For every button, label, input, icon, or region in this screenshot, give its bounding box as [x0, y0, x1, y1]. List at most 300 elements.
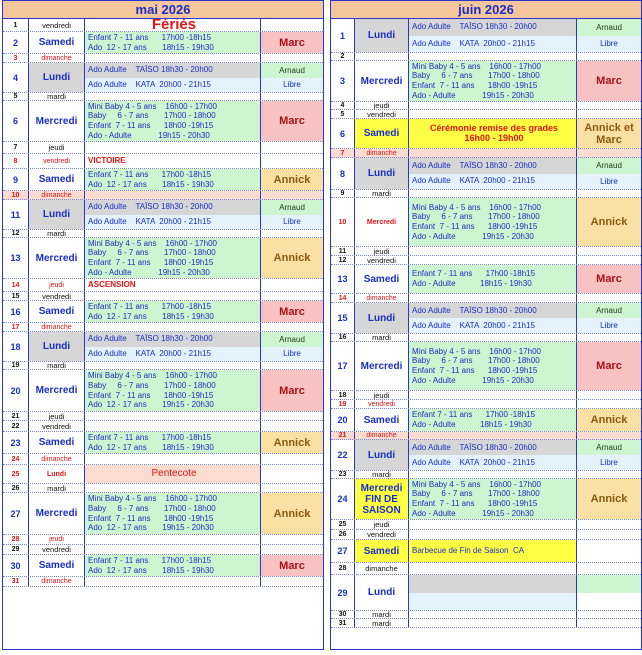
- day-row: [3, 154, 323, 169]
- day-rows: [331, 19, 641, 628]
- instructor-cell: [261, 432, 323, 453]
- instructor-cell: [261, 577, 323, 586]
- activity-cell: [85, 19, 261, 31]
- day-row: [3, 332, 323, 362]
- instructor-cell: [261, 412, 323, 420]
- activity-line: VICTOIRE: [88, 156, 126, 166]
- day-name: dimanche: [29, 191, 85, 199]
- day-name: mardi: [355, 611, 409, 618]
- activity-line: Ado - Adulte 19h15 - 20h30: [412, 375, 534, 385]
- day-row: [3, 454, 323, 465]
- activity-line: Baby 6 - 7 ans 17h00 - 18h00: [412, 489, 540, 499]
- day-row: [3, 191, 323, 200]
- activity-line: Mini Baby 4 - 5 ans 16h00 - 17h00: [88, 371, 217, 381]
- day-row: [3, 484, 323, 493]
- instructor-cell: [261, 332, 323, 361]
- instructor-cell: [577, 110, 641, 118]
- day-number: 19: [331, 400, 355, 408]
- activity-line: Baby 6 - 7 ans 17h00 - 18h00: [412, 71, 540, 81]
- activity-cell: [409, 294, 577, 302]
- month-title: mai 2026: [3, 1, 323, 19]
- day-number: 24: [3, 454, 29, 464]
- day-row: [331, 190, 641, 198]
- day-name: Mercredi: [29, 238, 85, 278]
- day-row: [3, 577, 323, 587]
- day-name: Samedi: [29, 301, 85, 322]
- instructor-cell: [261, 484, 323, 492]
- instructor-cell: [261, 142, 323, 153]
- calendar-may: [2, 0, 324, 650]
- activity-line: [409, 593, 576, 611]
- activity-line: Mini Baby 4 - 5 ans 16h00 - 17h00: [412, 479, 541, 489]
- instructor-name: Marc: [596, 75, 622, 87]
- day-number: 11: [331, 247, 355, 255]
- instructor-name: [577, 593, 641, 611]
- activity-cell: [85, 332, 261, 361]
- activity-line: Enfant 7 - 11 ans 17h00 -18h15: [88, 169, 212, 179]
- day-number: 20: [3, 370, 29, 411]
- activity-line: Ado - Adulte 19h15 - 20h30: [88, 130, 210, 140]
- activity-cell: [409, 563, 577, 574]
- day-name: Mercredi: [355, 198, 409, 246]
- activity-cell: [85, 238, 261, 278]
- day-name: Lundi: [355, 19, 409, 52]
- day-name: vendredi: [29, 19, 85, 31]
- instructor-cell: [261, 19, 323, 31]
- instructor-name: Marc: [279, 115, 305, 127]
- day-row: [331, 479, 641, 520]
- instructor-name: Annick: [590, 216, 628, 228]
- instructor-split: [577, 158, 641, 189]
- day-number: 26: [3, 484, 29, 492]
- day-name: vendredi: [355, 400, 409, 408]
- activity-cell: [409, 102, 577, 109]
- activity-cell: [409, 334, 577, 341]
- day-number: 28: [331, 563, 355, 574]
- day-rows: [3, 19, 323, 587]
- day-name: jeudi: [29, 535, 85, 544]
- instructor-name: Marc: [279, 305, 305, 318]
- day-name: Samedi: [355, 540, 409, 562]
- day-row: [331, 342, 641, 391]
- activity-line: Ado Adulte KATA 20h00 - 21h15: [409, 318, 576, 333]
- day-row: [331, 247, 641, 256]
- instructor-name: Libre: [577, 455, 641, 470]
- activity-cell: [85, 535, 261, 544]
- instructor-cell: [577, 334, 641, 341]
- day-row: [331, 409, 641, 432]
- instructor-name: Arnaud: [577, 19, 641, 36]
- activity-line: Enfant 7 - 11 ans 17h00 -18h15: [88, 32, 212, 42]
- day-name: mardi: [29, 484, 85, 492]
- day-name: jeudi: [355, 391, 409, 399]
- day-row: [3, 101, 323, 142]
- activity-line: Ado 12 - 17 ans 18h15 - 19h30: [88, 42, 214, 52]
- instructor-split: [261, 200, 323, 229]
- day-name: dimanche: [29, 577, 85, 586]
- activity-line: Ado - Adulte 19h15 - 20h30: [412, 90, 534, 100]
- activity-cell: [85, 484, 261, 492]
- activity-line: Ado Adulte TAÏSO 18h30 - 20h00: [409, 440, 576, 455]
- activity-line: Ado 12 - 17 ans 18h15 - 19h30: [88, 311, 214, 321]
- day-number: 27: [331, 540, 355, 562]
- activity-cell: [409, 265, 577, 293]
- instructor-cell: [577, 119, 641, 148]
- activity-cell: [85, 465, 261, 483]
- instructor-cell: [577, 190, 641, 197]
- activity-line: Ado Adulte KATA 20h00 - 21h15: [409, 36, 576, 53]
- day-number: 18: [3, 332, 29, 361]
- day-number: 21: [3, 412, 29, 420]
- activity-line: Enfant 7 - 11 ans 17h00 -18h15: [412, 410, 536, 420]
- activity-cell: [85, 93, 261, 100]
- day-number: 20: [331, 409, 355, 431]
- activity-cell: [85, 301, 261, 322]
- instructor-name: Marc: [279, 559, 305, 572]
- instructor-cell: [577, 471, 641, 478]
- instructor-cell: [577, 520, 641, 529]
- day-number: 8: [331, 158, 355, 189]
- day-number: 9: [3, 169, 29, 190]
- instructor-name: Annick et Marc: [584, 121, 634, 146]
- day-name: Lundi: [355, 440, 409, 470]
- day-name: Mercredi FIN DE SAISON: [355, 479, 409, 519]
- activity-cell: [409, 611, 577, 618]
- activity-line: Ado Adulte KATA 20h00 - 21h15: [85, 78, 260, 93]
- instructor-cell: [577, 563, 641, 574]
- day-row: [3, 54, 323, 63]
- day-name: vendredi: [29, 154, 85, 168]
- activity-cell: [409, 119, 577, 148]
- activity-cell: [409, 540, 577, 562]
- day-row: [331, 53, 641, 61]
- day-number: 19: [3, 362, 29, 369]
- instructor-cell: [577, 102, 641, 109]
- activity-cell: [409, 256, 577, 264]
- day-name: dimanche: [29, 54, 85, 62]
- instructor-cell: [577, 303, 641, 333]
- instructor-split: [577, 303, 641, 333]
- instructor-cell: [577, 530, 641, 539]
- day-row: [331, 19, 641, 53]
- day-row: [3, 32, 323, 54]
- day-number: 17: [3, 323, 29, 331]
- activity-cell: [85, 200, 261, 229]
- activity-cell: [85, 191, 261, 199]
- day-number: 23: [331, 471, 355, 478]
- day-number: 16: [331, 334, 355, 341]
- day-row: [3, 421, 323, 432]
- activity-line: Enfant 7 - 11 ans 17h00 -18h15: [88, 432, 212, 442]
- instructor-name: Libre: [577, 318, 641, 333]
- day-row: [3, 323, 323, 332]
- activity-line: Ado Adulte KATA 20h00 - 21h15: [409, 455, 576, 470]
- activity-line: Barbecue de Fin de Saison CA: [412, 546, 525, 556]
- day-number: 1: [331, 19, 355, 52]
- day-name: jeudi: [355, 102, 409, 109]
- instructor-name: Marc: [279, 36, 305, 49]
- day-name: Lundi: [29, 200, 85, 229]
- day-row: [331, 471, 641, 479]
- instructor-name: Annick: [273, 252, 311, 264]
- day-name: mardi: [355, 471, 409, 478]
- day-name: Lundi: [29, 465, 85, 483]
- instructor-name: Libre: [577, 174, 641, 190]
- instructor-cell: [577, 256, 641, 264]
- day-name: mardi: [355, 619, 409, 627]
- activity-line: Ado 12 - 17 ans 19h15 - 20h30: [88, 523, 214, 533]
- day-row: [3, 432, 323, 454]
- day-row: [331, 540, 641, 563]
- instructor-cell: [577, 294, 641, 302]
- instructor-name: Annick: [273, 507, 311, 520]
- day-name: Samedi: [29, 555, 85, 576]
- instructor-name: Arnaud: [577, 158, 641, 174]
- instructor-name: Libre: [261, 215, 323, 230]
- instructor-cell: [577, 19, 641, 52]
- activity-cell: [409, 110, 577, 118]
- instructor-cell: [261, 535, 323, 544]
- day-name: Lundi: [29, 332, 85, 361]
- activity-cell: [85, 101, 261, 141]
- instructor-cell: [577, 158, 641, 189]
- day-number: 29: [331, 575, 355, 610]
- activity-cell: [85, 169, 261, 190]
- day-name: Mercredi: [29, 101, 85, 141]
- activity-cell: [409, 432, 577, 439]
- instructor-cell: [261, 421, 323, 431]
- day-number: 14: [331, 294, 355, 302]
- day-number: 7: [3, 142, 29, 153]
- activity-cell: [85, 292, 261, 300]
- instructor-split: [261, 63, 323, 92]
- day-number: 12: [3, 230, 29, 237]
- activity-cell: [409, 391, 577, 399]
- day-row: [3, 19, 323, 32]
- activity-cell: [85, 142, 261, 153]
- day-name: dimanche: [355, 563, 409, 574]
- activity-line: Baby 6 - 7 ans 17h00 - 18h00: [88, 503, 216, 513]
- day-row: [331, 619, 641, 628]
- instructor-cell: [261, 32, 323, 53]
- day-name: mardi: [355, 334, 409, 341]
- activity-line: Fériés: [151, 19, 197, 31]
- activity-cell: [85, 370, 261, 411]
- activity-line: Enfant 7 - 11 ans 17h00 -18h15: [412, 269, 536, 279]
- activity-line: Baby 6 - 7 ans 17h00 - 18h00: [88, 380, 216, 390]
- instructor-cell: [577, 265, 641, 293]
- instructor-name: Arnaud: [261, 200, 323, 215]
- instructor-cell: [577, 619, 641, 627]
- day-row: [331, 119, 641, 149]
- activity-cell: [85, 432, 261, 453]
- day-row: [331, 334, 641, 342]
- instructor-cell: [577, 409, 641, 431]
- activity-line: Baby 6 - 7 ans 17h00 - 18h00: [88, 111, 216, 121]
- day-number: 1: [3, 19, 29, 31]
- day-row: [331, 391, 641, 400]
- activity-line: Ado Adulte TAÏSO 18h30 - 20h00: [409, 158, 576, 174]
- day-number: 16: [3, 301, 29, 322]
- day-row: [331, 61, 641, 102]
- activity-line: Enfant 7 - 11 ans 17h00 -18h15: [88, 301, 212, 311]
- day-number: 4: [331, 102, 355, 109]
- day-row: [3, 555, 323, 577]
- instructor-cell: [577, 479, 641, 519]
- instructor-cell: [261, 238, 323, 278]
- day-row: [3, 362, 323, 370]
- day-number: 27: [3, 493, 29, 534]
- instructor-cell: [261, 93, 323, 100]
- day-number: 5: [331, 110, 355, 118]
- day-number: 2: [331, 53, 355, 60]
- instructor-cell: [261, 63, 323, 92]
- activity-line: Mini Baby 4 - 5 ans 16h00 - 17h00: [412, 61, 541, 71]
- instructor-name: Arnaud: [261, 63, 323, 78]
- day-name: Samedi: [29, 432, 85, 453]
- activity-line: Ado - Adulte 19h15 - 20h30: [412, 508, 534, 518]
- instructor-cell: [261, 292, 323, 300]
- activity-line: Ado Adulte TAÏSO 18h30 - 20h00: [409, 303, 576, 318]
- activity-cell: [85, 545, 261, 554]
- instructor-cell: [261, 465, 323, 483]
- activity-line: Ado Adulte TAÏSO 18h30 - 20h00: [85, 200, 260, 215]
- day-number: 13: [331, 265, 355, 293]
- day-row: [3, 63, 323, 93]
- day-name: vendredi: [355, 530, 409, 539]
- activity-line: Ado Adulte TAÏSO 18h30 - 20h00: [85, 332, 260, 347]
- day-number: 4: [3, 63, 29, 92]
- activity-line: Enfant 7 - 11 ans 18h00 -19h15: [412, 81, 538, 90]
- instructor-cell: [261, 555, 323, 576]
- day-name: Samedi: [355, 265, 409, 293]
- activity-cell: [409, 520, 577, 529]
- instructor-name: Arnaud: [261, 332, 323, 347]
- activity-line: ASCENSION: [88, 280, 136, 290]
- activity-line: Ado Adulte KATA 20h00 - 21h15: [85, 215, 260, 230]
- day-row: [3, 93, 323, 101]
- instructor-name: Arnaud: [577, 303, 641, 318]
- instructor-cell: [577, 198, 641, 246]
- activity-line: Mini Baby 4 - 5 ans 16h00 - 17h00: [88, 238, 217, 248]
- instructor-cell: [577, 611, 641, 618]
- day-name: dimanche: [355, 294, 409, 302]
- day-row: [331, 149, 641, 158]
- day-row: [3, 238, 323, 279]
- day-number: 24: [331, 479, 355, 519]
- day-row: [3, 465, 323, 484]
- day-number: 31: [3, 577, 29, 586]
- activity-cell: [85, 421, 261, 431]
- calendar-june: [330, 0, 642, 650]
- activity-cell: [85, 323, 261, 331]
- activity-cell: [409, 190, 577, 197]
- activity-line: Enfant 7 - 11 ans 18h00 -19h15: [88, 121, 214, 130]
- instructor-cell: [577, 400, 641, 408]
- day-row: [331, 563, 641, 575]
- day-row: [3, 279, 323, 292]
- day-row: [331, 303, 641, 334]
- activity-cell: [409, 342, 577, 390]
- activity-cell: [85, 230, 261, 237]
- day-number: 5: [3, 93, 29, 100]
- activity-line: [409, 575, 576, 593]
- activity-line: Ado Adulte KATA 20h00 - 21h15: [85, 347, 260, 362]
- activity-cell: [409, 53, 577, 60]
- day-row: [331, 110, 641, 119]
- activity-cell: [409, 400, 577, 408]
- instructor-split: [261, 332, 323, 361]
- day-number: 25: [3, 465, 29, 483]
- activity-cell: [409, 440, 577, 470]
- activity-line: 16h00 - 19h00: [464, 132, 524, 143]
- instructor-cell: [261, 323, 323, 331]
- day-name: Lundi: [355, 303, 409, 333]
- day-number: 29: [3, 545, 29, 554]
- instructor-name: Marc: [596, 273, 622, 285]
- activity-line: Ado 12 - 17 ans 19h15 - 20h30: [88, 400, 214, 410]
- instructor-name: Libre: [577, 36, 641, 53]
- instructor-cell: [577, 61, 641, 101]
- activity-line: Mini Baby 4 - 5 ans 16h00 - 17h00: [412, 202, 541, 212]
- day-row: [3, 230, 323, 238]
- day-name: mardi: [29, 93, 85, 100]
- day-name: Mercredi: [355, 61, 409, 101]
- day-name: Samedi: [29, 169, 85, 190]
- activity-cell: [409, 575, 577, 610]
- day-number: 7: [331, 149, 355, 157]
- day-name: Lundi: [29, 63, 85, 92]
- day-row: [331, 432, 641, 440]
- day-name: Lundi: [355, 575, 409, 610]
- activity-line: Mini Baby 4 - 5 ans 16h00 - 17h00: [88, 494, 217, 504]
- day-number: 25: [331, 520, 355, 529]
- day-number: 26: [331, 530, 355, 539]
- day-name: Mercredi: [29, 370, 85, 411]
- day-row: [331, 198, 641, 247]
- day-name: Samedi: [355, 409, 409, 431]
- day-name: jeudi: [355, 247, 409, 255]
- activity-line: Enfant 7 - 11 ans 18h00 -19h15: [412, 366, 538, 375]
- activity-line: Ado - Adulte 18h15 - 19h30: [412, 420, 532, 429]
- activity-line: Mini Baby 4 - 5 ans 16h00 - 17h00: [412, 346, 541, 356]
- day-row: [331, 158, 641, 190]
- activity-cell: [409, 149, 577, 157]
- day-number: 17: [331, 342, 355, 390]
- activity-cell: [409, 61, 577, 101]
- instructor-cell: [577, 342, 641, 390]
- instructor-cell: [261, 279, 323, 291]
- day-name: jeudi: [29, 142, 85, 153]
- instructor-cell: [261, 545, 323, 554]
- day-row: [3, 292, 323, 301]
- day-name: Samedi: [355, 119, 409, 148]
- instructor-cell: [261, 200, 323, 229]
- day-number: 8: [3, 154, 29, 168]
- activity-cell: [409, 471, 577, 478]
- day-name: dimanche: [29, 323, 85, 331]
- instructor-split: [577, 19, 641, 52]
- instructor-name: Arnaud: [577, 440, 641, 455]
- instructor-cell: [577, 575, 641, 610]
- instructor-name: Marc: [279, 384, 305, 397]
- activity-line: Mini Baby 4 - 5 ans 16h00 - 17h00: [88, 101, 217, 111]
- activity-line: Ado Adulte KATA 20h00 - 21h15: [409, 174, 576, 190]
- activity-line: Enfant 7 - 11 ans 18h00 -19h15: [412, 499, 538, 508]
- day-number: 15: [3, 292, 29, 300]
- instructor-name: Annick: [590, 414, 628, 426]
- activity-cell: [409, 158, 577, 189]
